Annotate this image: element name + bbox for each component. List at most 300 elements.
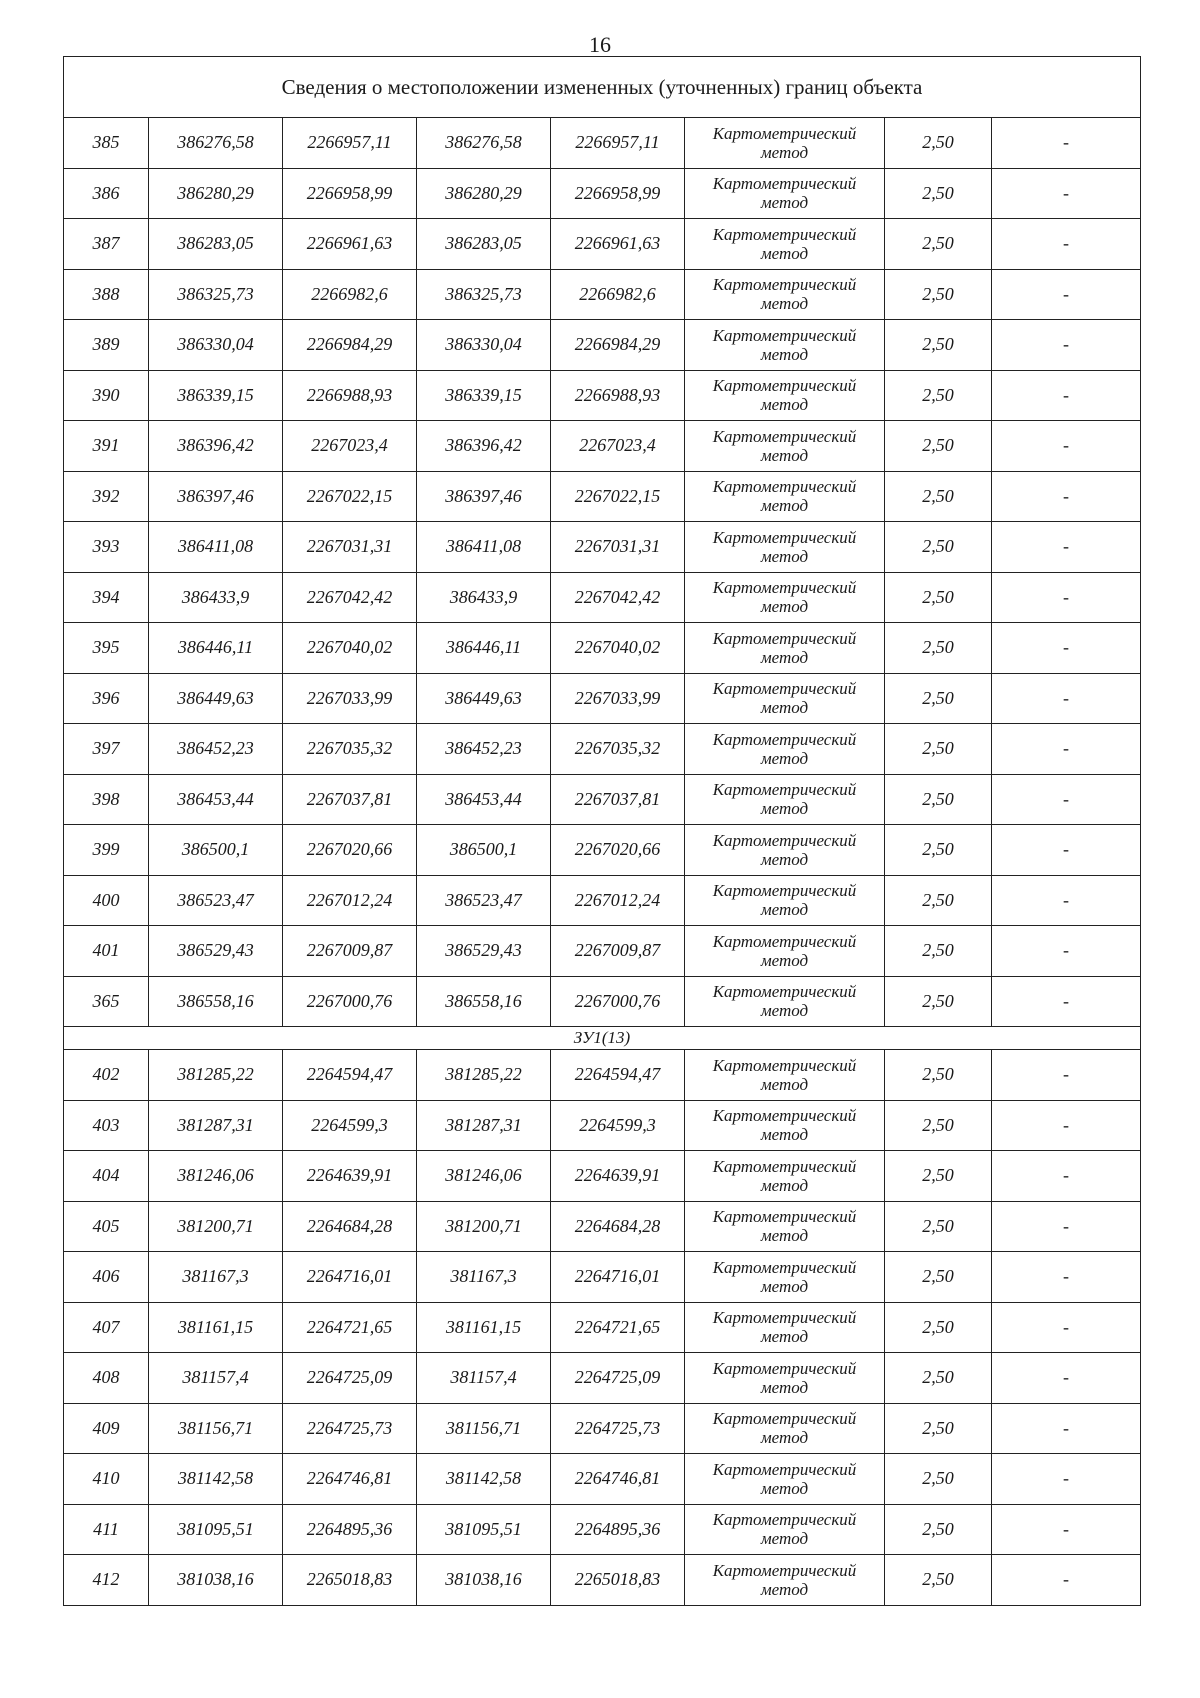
- method-line-1: Картометрический: [712, 982, 857, 1002]
- refined-x-cell: 386397,46: [417, 471, 551, 522]
- refined-y-cell: 2267035,32: [551, 724, 685, 775]
- method-line-2: метод: [760, 597, 809, 617]
- method-cell: [685, 1252, 885, 1303]
- note-cell: -: [992, 421, 1141, 472]
- precision-cell: 2,50: [885, 522, 992, 573]
- method-line-1: Картометрический: [712, 1409, 857, 1429]
- existing-y-cell: 2267037,81: [283, 774, 417, 825]
- existing-y-cell: 2266957,11: [283, 118, 417, 169]
- existing-y-cell: 2267020,66: [283, 825, 417, 876]
- refined-x-cell: 381095,51: [417, 1504, 551, 1555]
- method-cell: [685, 421, 885, 472]
- refined-y-cell: 2267022,15: [551, 471, 685, 522]
- refined-x-cell: 381285,22: [417, 1050, 551, 1101]
- note-cell: -: [992, 370, 1141, 421]
- existing-x-cell: 381246,06: [149, 1151, 283, 1202]
- precision-cell: 2,50: [885, 623, 992, 674]
- existing-y-cell: 2267000,76: [283, 976, 417, 1027]
- precision-cell: 2,50: [885, 118, 992, 169]
- note-cell: -: [992, 269, 1141, 320]
- point-number-cell: 402: [64, 1050, 149, 1101]
- existing-y-cell: 2267035,32: [283, 724, 417, 775]
- refined-y-cell: 2267020,66: [551, 825, 685, 876]
- note-cell: -: [992, 118, 1141, 169]
- method-line-1: Картометрический: [712, 780, 857, 800]
- method-line-2: метод: [760, 1529, 809, 1549]
- table-row: [64, 1252, 1141, 1303]
- note-cell: -: [992, 825, 1141, 876]
- method-line-1: Картометрический: [712, 1156, 857, 1176]
- refined-x-cell: 386276,58: [417, 118, 551, 169]
- method-line-1: Картометрический: [712, 224, 857, 244]
- method-line-1: Картометрический: [712, 275, 857, 295]
- method-cell: [685, 1403, 885, 1454]
- table-row: [64, 673, 1141, 724]
- refined-x-cell: 386433,9: [417, 572, 551, 623]
- point-number-cell: 401: [64, 926, 149, 977]
- table-row: [64, 572, 1141, 623]
- precision-cell: 2,50: [885, 1252, 992, 1303]
- refined-y-cell: 2264594,47: [551, 1050, 685, 1101]
- method-cell: [685, 623, 885, 674]
- method-line-1: Картометрический: [712, 123, 857, 143]
- method-line-2: метод: [760, 900, 809, 920]
- refined-x-cell: 386283,05: [417, 219, 551, 270]
- precision-cell: 2,50: [885, 724, 992, 775]
- method-line-1: Картометрический: [712, 578, 857, 598]
- refined-y-cell: 2266958,99: [551, 168, 685, 219]
- existing-x-cell: 386283,05: [149, 219, 283, 270]
- point-number-cell: 365: [64, 976, 149, 1027]
- method-line-1: Картометрический: [712, 1207, 857, 1227]
- method-cell: [685, 370, 885, 421]
- refined-y-cell: 2267012,24: [551, 875, 685, 926]
- table-row: [64, 1353, 1141, 1404]
- refined-y-cell: 2264725,09: [551, 1353, 685, 1404]
- method-cell: [685, 320, 885, 371]
- note-cell: -: [992, 168, 1141, 219]
- point-number-cell: 406: [64, 1252, 149, 1303]
- note-cell: -: [992, 623, 1141, 674]
- point-number-cell: 391: [64, 421, 149, 472]
- refined-x-cell: 386339,15: [417, 370, 551, 421]
- existing-x-cell: 386411,08: [149, 522, 283, 573]
- note-cell: -: [992, 1353, 1141, 1404]
- method-cell: [685, 673, 885, 724]
- refined-y-cell: 2266957,11: [551, 118, 685, 169]
- existing-x-cell: 386396,42: [149, 421, 283, 472]
- note-cell: -: [992, 572, 1141, 623]
- refined-y-cell: 2267023,4: [551, 421, 685, 472]
- method-cell: [685, 1151, 885, 1202]
- existing-x-cell: 386325,73: [149, 269, 283, 320]
- precision-cell: 2,50: [885, 370, 992, 421]
- note-cell: -: [992, 875, 1141, 926]
- refined-y-cell: 2267037,81: [551, 774, 685, 825]
- refined-y-cell: 2266984,29: [551, 320, 685, 371]
- refined-x-cell: 381157,4: [417, 1353, 551, 1404]
- method-line-2: метод: [760, 294, 809, 314]
- table-row: [64, 724, 1141, 775]
- existing-y-cell: 2267023,4: [283, 421, 417, 472]
- refined-y-cell: 2266982,6: [551, 269, 685, 320]
- existing-x-cell: 386449,63: [149, 673, 283, 724]
- method-cell: [685, 1353, 885, 1404]
- table-row: [64, 1050, 1141, 1101]
- precision-cell: 2,50: [885, 875, 992, 926]
- method-line-1: Картометрический: [712, 376, 857, 396]
- refined-y-cell: 2264746,81: [551, 1454, 685, 1505]
- existing-y-cell: 2266988,93: [283, 370, 417, 421]
- refined-x-cell: 381287,31: [417, 1100, 551, 1151]
- refined-y-cell: 2264599,3: [551, 1100, 685, 1151]
- existing-x-cell: 381156,71: [149, 1403, 283, 1454]
- method-line-1: Картометрический: [712, 477, 857, 497]
- existing-y-cell: 2264895,36: [283, 1504, 417, 1555]
- point-number-cell: 400: [64, 875, 149, 926]
- note-cell: -: [992, 1403, 1141, 1454]
- method-cell: [685, 168, 885, 219]
- note-cell: -: [992, 1504, 1141, 1555]
- note-cell: -: [992, 673, 1141, 724]
- precision-cell: 2,50: [885, 1050, 992, 1101]
- boundary-coordinates-table: [63, 56, 1141, 1606]
- table-row: [64, 825, 1141, 876]
- existing-y-cell: 2264639,91: [283, 1151, 417, 1202]
- table-row: [64, 1555, 1141, 1606]
- method-line-2: метод: [760, 799, 809, 819]
- method-line-2: метод: [760, 1428, 809, 1448]
- precision-cell: 2,50: [885, 774, 992, 825]
- precision-cell: 2,50: [885, 976, 992, 1027]
- existing-x-cell: 386453,44: [149, 774, 283, 825]
- refined-x-cell: 386446,11: [417, 623, 551, 674]
- table-row: [64, 1151, 1141, 1202]
- method-line-2: метод: [760, 142, 809, 162]
- table-row: [64, 926, 1141, 977]
- method-line-1: Картометрический: [712, 1308, 857, 1328]
- note-cell: -: [992, 1050, 1141, 1101]
- point-number-cell: 409: [64, 1403, 149, 1454]
- note-cell: -: [992, 471, 1141, 522]
- point-number-cell: 403: [64, 1100, 149, 1151]
- refined-x-cell: 386500,1: [417, 825, 551, 876]
- refined-y-cell: 2265018,83: [551, 1555, 685, 1606]
- section-header-row: [64, 1027, 1141, 1050]
- method-cell: [685, 1050, 885, 1101]
- method-line-1: Картометрический: [712, 628, 857, 648]
- method-cell: [685, 572, 885, 623]
- precision-cell: 2,50: [885, 673, 992, 724]
- existing-x-cell: 381167,3: [149, 1252, 283, 1303]
- method-line-2: метод: [760, 698, 809, 718]
- refined-x-cell: 386411,08: [417, 522, 551, 573]
- precision-cell: 2,50: [885, 1504, 992, 1555]
- method-cell: [685, 1555, 885, 1606]
- point-number-cell: 398: [64, 774, 149, 825]
- existing-y-cell: 2264721,65: [283, 1302, 417, 1353]
- existing-y-cell: 2264746,81: [283, 1454, 417, 1505]
- existing-y-cell: 2267033,99: [283, 673, 417, 724]
- refined-x-cell: 386529,43: [417, 926, 551, 977]
- refined-y-cell: 2264721,65: [551, 1302, 685, 1353]
- refined-y-cell: 2267033,99: [551, 673, 685, 724]
- refined-x-cell: 386330,04: [417, 320, 551, 371]
- method-line-1: Картометрический: [712, 325, 857, 345]
- method-line-1: Картометрический: [712, 679, 857, 699]
- table-row: [64, 1454, 1141, 1505]
- refined-x-cell: 381246,06: [417, 1151, 551, 1202]
- refined-x-cell: 386449,63: [417, 673, 551, 724]
- table-row: [64, 471, 1141, 522]
- point-number-cell: 388: [64, 269, 149, 320]
- note-cell: -: [992, 1201, 1141, 1252]
- existing-y-cell: 2266958,99: [283, 168, 417, 219]
- method-line-2: метод: [760, 1074, 809, 1094]
- precision-cell: 2,50: [885, 825, 992, 876]
- precision-cell: 2,50: [885, 1151, 992, 1202]
- method-line-2: метод: [760, 344, 809, 364]
- existing-x-cell: 386339,15: [149, 370, 283, 421]
- method-cell: [685, 1302, 885, 1353]
- note-cell: -: [992, 1151, 1141, 1202]
- precision-cell: 2,50: [885, 219, 992, 270]
- existing-x-cell: 381142,58: [149, 1454, 283, 1505]
- note-cell: -: [992, 1555, 1141, 1606]
- point-number-cell: 387: [64, 219, 149, 270]
- refined-y-cell: 2267042,42: [551, 572, 685, 623]
- existing-y-cell: 2267040,02: [283, 623, 417, 674]
- method-line-2: метод: [760, 546, 809, 566]
- refined-x-cell: 381161,15: [417, 1302, 551, 1353]
- precision-cell: 2,50: [885, 1100, 992, 1151]
- refined-y-cell: 2264684,28: [551, 1201, 685, 1252]
- existing-y-cell: 2266984,29: [283, 320, 417, 371]
- point-number-cell: 389: [64, 320, 149, 371]
- precision-cell: 2,50: [885, 320, 992, 371]
- method-line-1: Картометрический: [712, 1106, 857, 1126]
- point-number-cell: 396: [64, 673, 149, 724]
- existing-x-cell: 381287,31: [149, 1100, 283, 1151]
- method-cell: [685, 118, 885, 169]
- method-cell: [685, 976, 885, 1027]
- point-number-cell: 412: [64, 1555, 149, 1606]
- method-line-1: Картометрический: [712, 1055, 857, 1075]
- method-line-2: метод: [760, 1377, 809, 1397]
- point-number-cell: 392: [64, 471, 149, 522]
- point-number-cell: 393: [64, 522, 149, 573]
- point-number-cell: 410: [64, 1454, 149, 1505]
- method-cell: [685, 875, 885, 926]
- precision-cell: 2,50: [885, 168, 992, 219]
- point-number-cell: 399: [64, 825, 149, 876]
- precision-cell: 2,50: [885, 471, 992, 522]
- precision-cell: 2,50: [885, 1353, 992, 1404]
- existing-x-cell: 386446,11: [149, 623, 283, 674]
- table-title-row: [64, 57, 1141, 118]
- note-cell: -: [992, 976, 1141, 1027]
- refined-x-cell: 381156,71: [417, 1403, 551, 1454]
- note-cell: -: [992, 219, 1141, 270]
- table-row: [64, 1100, 1141, 1151]
- method-cell: [685, 522, 885, 573]
- table-row: [64, 269, 1141, 320]
- precision-cell: 2,50: [885, 1201, 992, 1252]
- refined-x-cell: 386558,16: [417, 976, 551, 1027]
- point-number-cell: 394: [64, 572, 149, 623]
- method-line-2: метод: [760, 395, 809, 415]
- existing-x-cell: 386330,04: [149, 320, 283, 371]
- existing-x-cell: 386452,23: [149, 724, 283, 775]
- refined-y-cell: 2264716,01: [551, 1252, 685, 1303]
- method-line-1: Картометрический: [712, 1560, 857, 1580]
- existing-y-cell: 2264594,47: [283, 1050, 417, 1101]
- precision-cell: 2,50: [885, 1302, 992, 1353]
- method-cell: [685, 471, 885, 522]
- method-line-1: Картометрический: [712, 881, 857, 901]
- refined-x-cell: 381200,71: [417, 1201, 551, 1252]
- refined-y-cell: 2266961,63: [551, 219, 685, 270]
- existing-y-cell: 2265018,83: [283, 1555, 417, 1606]
- method-line-1: Картометрический: [712, 830, 857, 850]
- precision-cell: 2,50: [885, 269, 992, 320]
- note-cell: -: [992, 724, 1141, 775]
- method-line-2: метод: [760, 496, 809, 516]
- section-label: ЗУ1(13): [64, 1027, 1141, 1050]
- precision-cell: 2,50: [885, 1403, 992, 1454]
- point-number-cell: 397: [64, 724, 149, 775]
- precision-cell: 2,50: [885, 926, 992, 977]
- method-line-1: Картометрический: [712, 1459, 857, 1479]
- existing-y-cell: 2264725,73: [283, 1403, 417, 1454]
- existing-x-cell: 386500,1: [149, 825, 283, 876]
- table-title: Сведения о местоположении измененных (уточненных) границ объекта: [64, 57, 1141, 118]
- refined-x-cell: 381142,58: [417, 1454, 551, 1505]
- method-line-2: метод: [760, 1276, 809, 1296]
- existing-x-cell: 381038,16: [149, 1555, 283, 1606]
- table-row: [64, 370, 1141, 421]
- method-cell: [685, 219, 885, 270]
- refined-y-cell: 2267009,87: [551, 926, 685, 977]
- table-row: [64, 118, 1141, 169]
- note-cell: -: [992, 1302, 1141, 1353]
- refined-x-cell: 381038,16: [417, 1555, 551, 1606]
- existing-y-cell: 2264684,28: [283, 1201, 417, 1252]
- method-line-1: Картометрический: [712, 931, 857, 951]
- method-cell: [685, 1201, 885, 1252]
- table-row: [64, 774, 1141, 825]
- existing-x-cell: 386433,9: [149, 572, 283, 623]
- existing-y-cell: 2266982,6: [283, 269, 417, 320]
- method-line-2: метод: [760, 1579, 809, 1599]
- precision-cell: 2,50: [885, 1555, 992, 1606]
- table-row: [64, 976, 1141, 1027]
- existing-y-cell: 2266961,63: [283, 219, 417, 270]
- existing-y-cell: 2267012,24: [283, 875, 417, 926]
- method-cell: [685, 269, 885, 320]
- note-cell: -: [992, 1252, 1141, 1303]
- existing-x-cell: 381157,4: [149, 1353, 283, 1404]
- note-cell: -: [992, 774, 1141, 825]
- existing-y-cell: 2264599,3: [283, 1100, 417, 1151]
- table-body: [64, 57, 1141, 1606]
- table-row: [64, 875, 1141, 926]
- refined-y-cell: 2264895,36: [551, 1504, 685, 1555]
- refined-y-cell: 2267000,76: [551, 976, 685, 1027]
- method-cell: [685, 1504, 885, 1555]
- method-line-2: метод: [760, 950, 809, 970]
- precision-cell: 2,50: [885, 421, 992, 472]
- refined-x-cell: 386523,47: [417, 875, 551, 926]
- existing-y-cell: 2267031,31: [283, 522, 417, 573]
- method-cell: [685, 774, 885, 825]
- note-cell: -: [992, 320, 1141, 371]
- point-number-cell: 407: [64, 1302, 149, 1353]
- existing-x-cell: 386280,29: [149, 168, 283, 219]
- table-row: [64, 1302, 1141, 1353]
- method-line-2: метод: [760, 445, 809, 465]
- refined-x-cell: 386396,42: [417, 421, 551, 472]
- existing-x-cell: 386397,46: [149, 471, 283, 522]
- refined-x-cell: 386325,73: [417, 269, 551, 320]
- point-number-cell: 395: [64, 623, 149, 674]
- point-number-cell: 386: [64, 168, 149, 219]
- note-cell: -: [992, 522, 1141, 573]
- point-number-cell: 405: [64, 1201, 149, 1252]
- method-line-2: метод: [760, 748, 809, 768]
- point-number-cell: 411: [64, 1504, 149, 1555]
- method-cell: [685, 1100, 885, 1151]
- existing-x-cell: 386529,43: [149, 926, 283, 977]
- existing-x-cell: 386276,58: [149, 118, 283, 169]
- note-cell: -: [992, 1454, 1141, 1505]
- page-number: 16: [589, 32, 611, 57]
- precision-cell: 2,50: [885, 572, 992, 623]
- note-cell: -: [992, 926, 1141, 977]
- refined-y-cell: 2266988,93: [551, 370, 685, 421]
- method-line-1: Картометрический: [712, 1257, 857, 1277]
- existing-x-cell: 381200,71: [149, 1201, 283, 1252]
- table-row: [64, 219, 1141, 270]
- point-number-cell: 408: [64, 1353, 149, 1404]
- existing-y-cell: 2264716,01: [283, 1252, 417, 1303]
- method-cell: [685, 926, 885, 977]
- point-number-cell: 385: [64, 118, 149, 169]
- existing-x-cell: 386523,47: [149, 875, 283, 926]
- refined-y-cell: 2264725,73: [551, 1403, 685, 1454]
- method-line-2: метод: [760, 647, 809, 667]
- method-line-1: Картометрический: [712, 527, 857, 547]
- method-line-2: метод: [760, 193, 809, 213]
- refined-y-cell: 2267031,31: [551, 522, 685, 573]
- existing-x-cell: 381095,51: [149, 1504, 283, 1555]
- method-line-2: метод: [760, 1226, 809, 1246]
- method-line-2: метод: [760, 243, 809, 263]
- refined-x-cell: 381167,3: [417, 1252, 551, 1303]
- existing-x-cell: 381285,22: [149, 1050, 283, 1101]
- table-row: [64, 320, 1141, 371]
- table-row: [64, 623, 1141, 674]
- refined-y-cell: 2267040,02: [551, 623, 685, 674]
- method-cell: [685, 1454, 885, 1505]
- method-line-1: Картометрический: [712, 1510, 857, 1530]
- table-row: [64, 1504, 1141, 1555]
- method-cell: [685, 724, 885, 775]
- existing-y-cell: 2267009,87: [283, 926, 417, 977]
- refined-x-cell: 386452,23: [417, 724, 551, 775]
- point-number-cell: 390: [64, 370, 149, 421]
- table-row: [64, 1403, 1141, 1454]
